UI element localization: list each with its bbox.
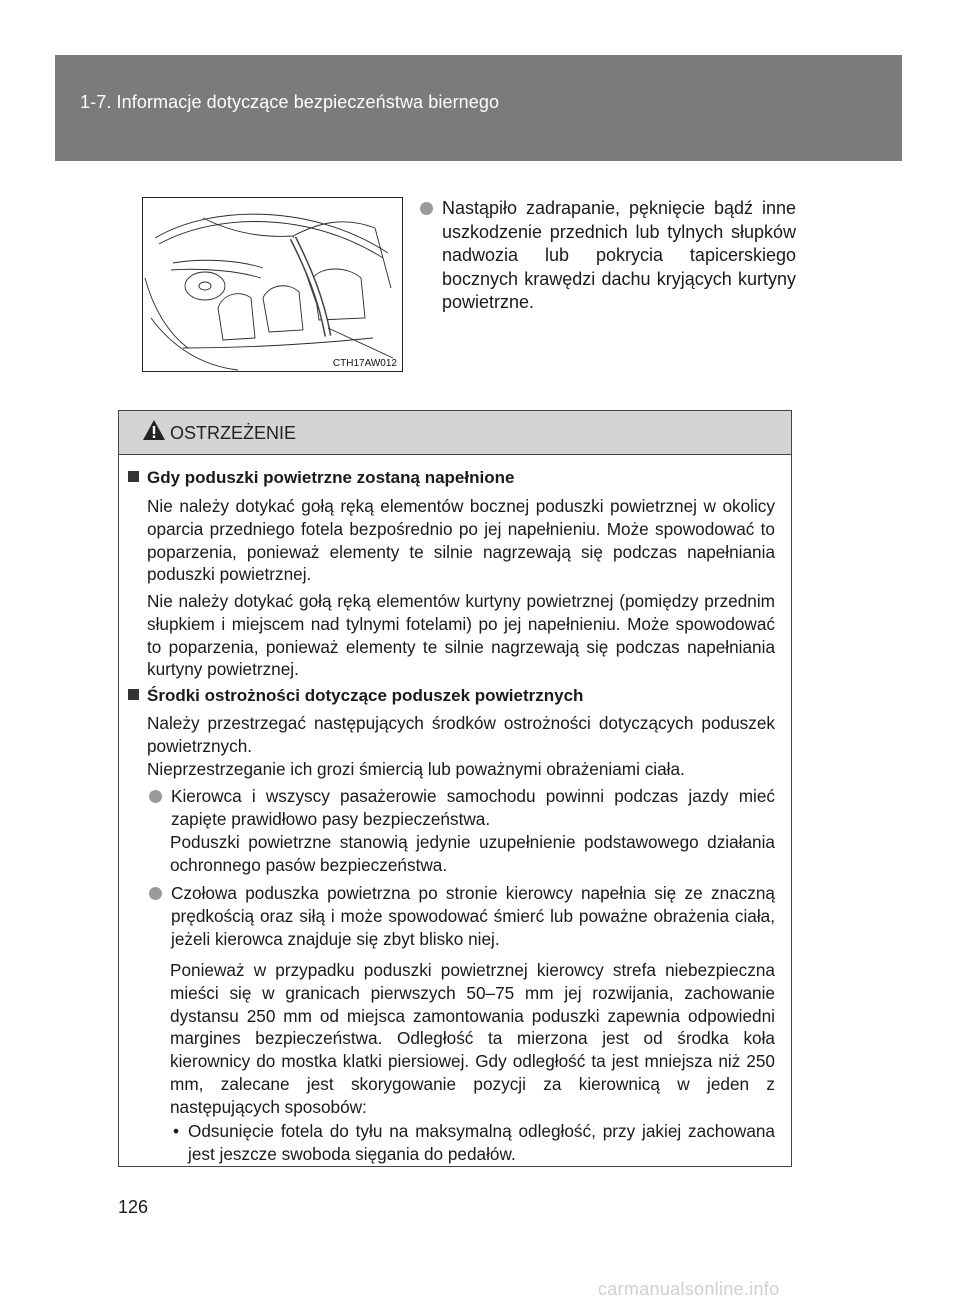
paragraph: Ponieważ w przypadku poduszki powietrznej kierowcy strefa niebezpieczna mieści się w granicach pierwszych 50–75 mm jej rozwijania, zachowanie dystansu 250 mm od miejsca zamontowania poduszki zapewnia odpowiedni margines bezpieczeństwa. Odległość ta mierzona jest od środka koła kierownicy do mostka klatki piersiowej. Gdy odległość ta jest mniejsza niż 250 mm, zalecane jest skorygowanie pozycji za kierownicą w jeden z następujących sposobów: <box>170 960 775 1117</box>
paragraph: Należy przestrzegać następujących środków ostrożności dotyczących poduszek powietrznych. <box>147 713 775 756</box>
paragraph: Nie należy dotykać gołą ręką elementów kurtyny powietrznej (pomiędzy przednim słupkiem i miejscem nad tylnymi fotelami) po jej napełnieniu. Może spowodować to poparzenia, ponieważ elementy te silnie nagrzewają się podczas napełniania kurtyny powietrznej. <box>147 591 775 680</box>
warning-title: OSTRZEŻENIE <box>170 423 297 443</box>
bullet-dot-icon <box>420 202 433 215</box>
warning-triangle-icon <box>142 419 166 441</box>
bullet-dot-icon <box>149 887 162 900</box>
sub-bullet-marker: • <box>173 1121 180 1141</box>
paragraph: Nieprzestrzeganie ich grozi śmiercią lub poważnymi obrażeniami ciała. <box>147 759 685 779</box>
page-number: 126 <box>118 1197 149 1217</box>
car-interior-figure <box>142 197 403 372</box>
bullet-text: Kierowca i wszyscy pasażerowie samochodu powinni podczas jazdy mieć zapięte prawidłowo pasy bezpieczeństwa. <box>171 786 775 829</box>
section-heading <box>128 468 514 488</box>
car-interior-illustration <box>143 198 402 371</box>
section-heading <box>128 686 583 706</box>
watermark: carmanualsonline.info <box>598 1279 780 1299</box>
top-bullet <box>420 197 796 315</box>
sub-list-item <box>173 1120 775 1166</box>
section-title: 1-7. Informacje dotyczące bezpieczeństwa biernego <box>80 92 500 112</box>
paragraph: Poduszki powietrzne stanowią jedynie uzupełnienie podstawowego działania ochronnego pasów bezpieczeństwa. <box>170 832 775 875</box>
section-heading-text: Gdy poduszki powietrzne zostaną napełnione <box>147 468 515 487</box>
bullet-text: Czołowa poduszka powietrzna po stronie kierowcy napełnia się ze znaczną prędkością oraz siłą i może spowodować śmierć lub poważne obrażenia ciała, jeżeli kierowca znajduje się zbyt blisko niej. <box>171 883 775 949</box>
sub-bullet-text: Odsunięcie fotela do tyłu na maksymalną odległość, przy jakiej zachowana jest jeszcze swoboda sięgania do pedałów. <box>188 1121 775 1164</box>
top-bullet-text: Nastąpiło zadrapanie, pęknięcie bądź inne uszkodzenie przednich lub tylnych słupków nadwozia lub pokrycia tapicerskiego bocznych krawędzi dachu kryjących kurtyny powietrzne. <box>442 198 796 312</box>
square-bullet-icon <box>128 471 139 482</box>
list-item <box>149 785 775 831</box>
paragraph: Nie należy dotykać gołą ręką elementów bocznej poduszki powietrznej w okolicy oparcia przedniego fotela bezpośrednio po jej napełnieniu. Może spowodować to poparzenia, ponieważ elementy te silnie nagrzewają się podczas napełniania poduszki powietrznej. <box>147 496 775 585</box>
bullet-dot-icon <box>149 790 162 803</box>
warning-box <box>118 410 792 1167</box>
figure-code: CTH17AW012 <box>332 358 397 369</box>
list-item <box>149 882 775 950</box>
square-bullet-icon <box>128 689 139 700</box>
section-heading-text: Środki ostrożności dotyczące poduszek powietrznych <box>147 686 584 705</box>
warning-header <box>119 411 791 455</box>
